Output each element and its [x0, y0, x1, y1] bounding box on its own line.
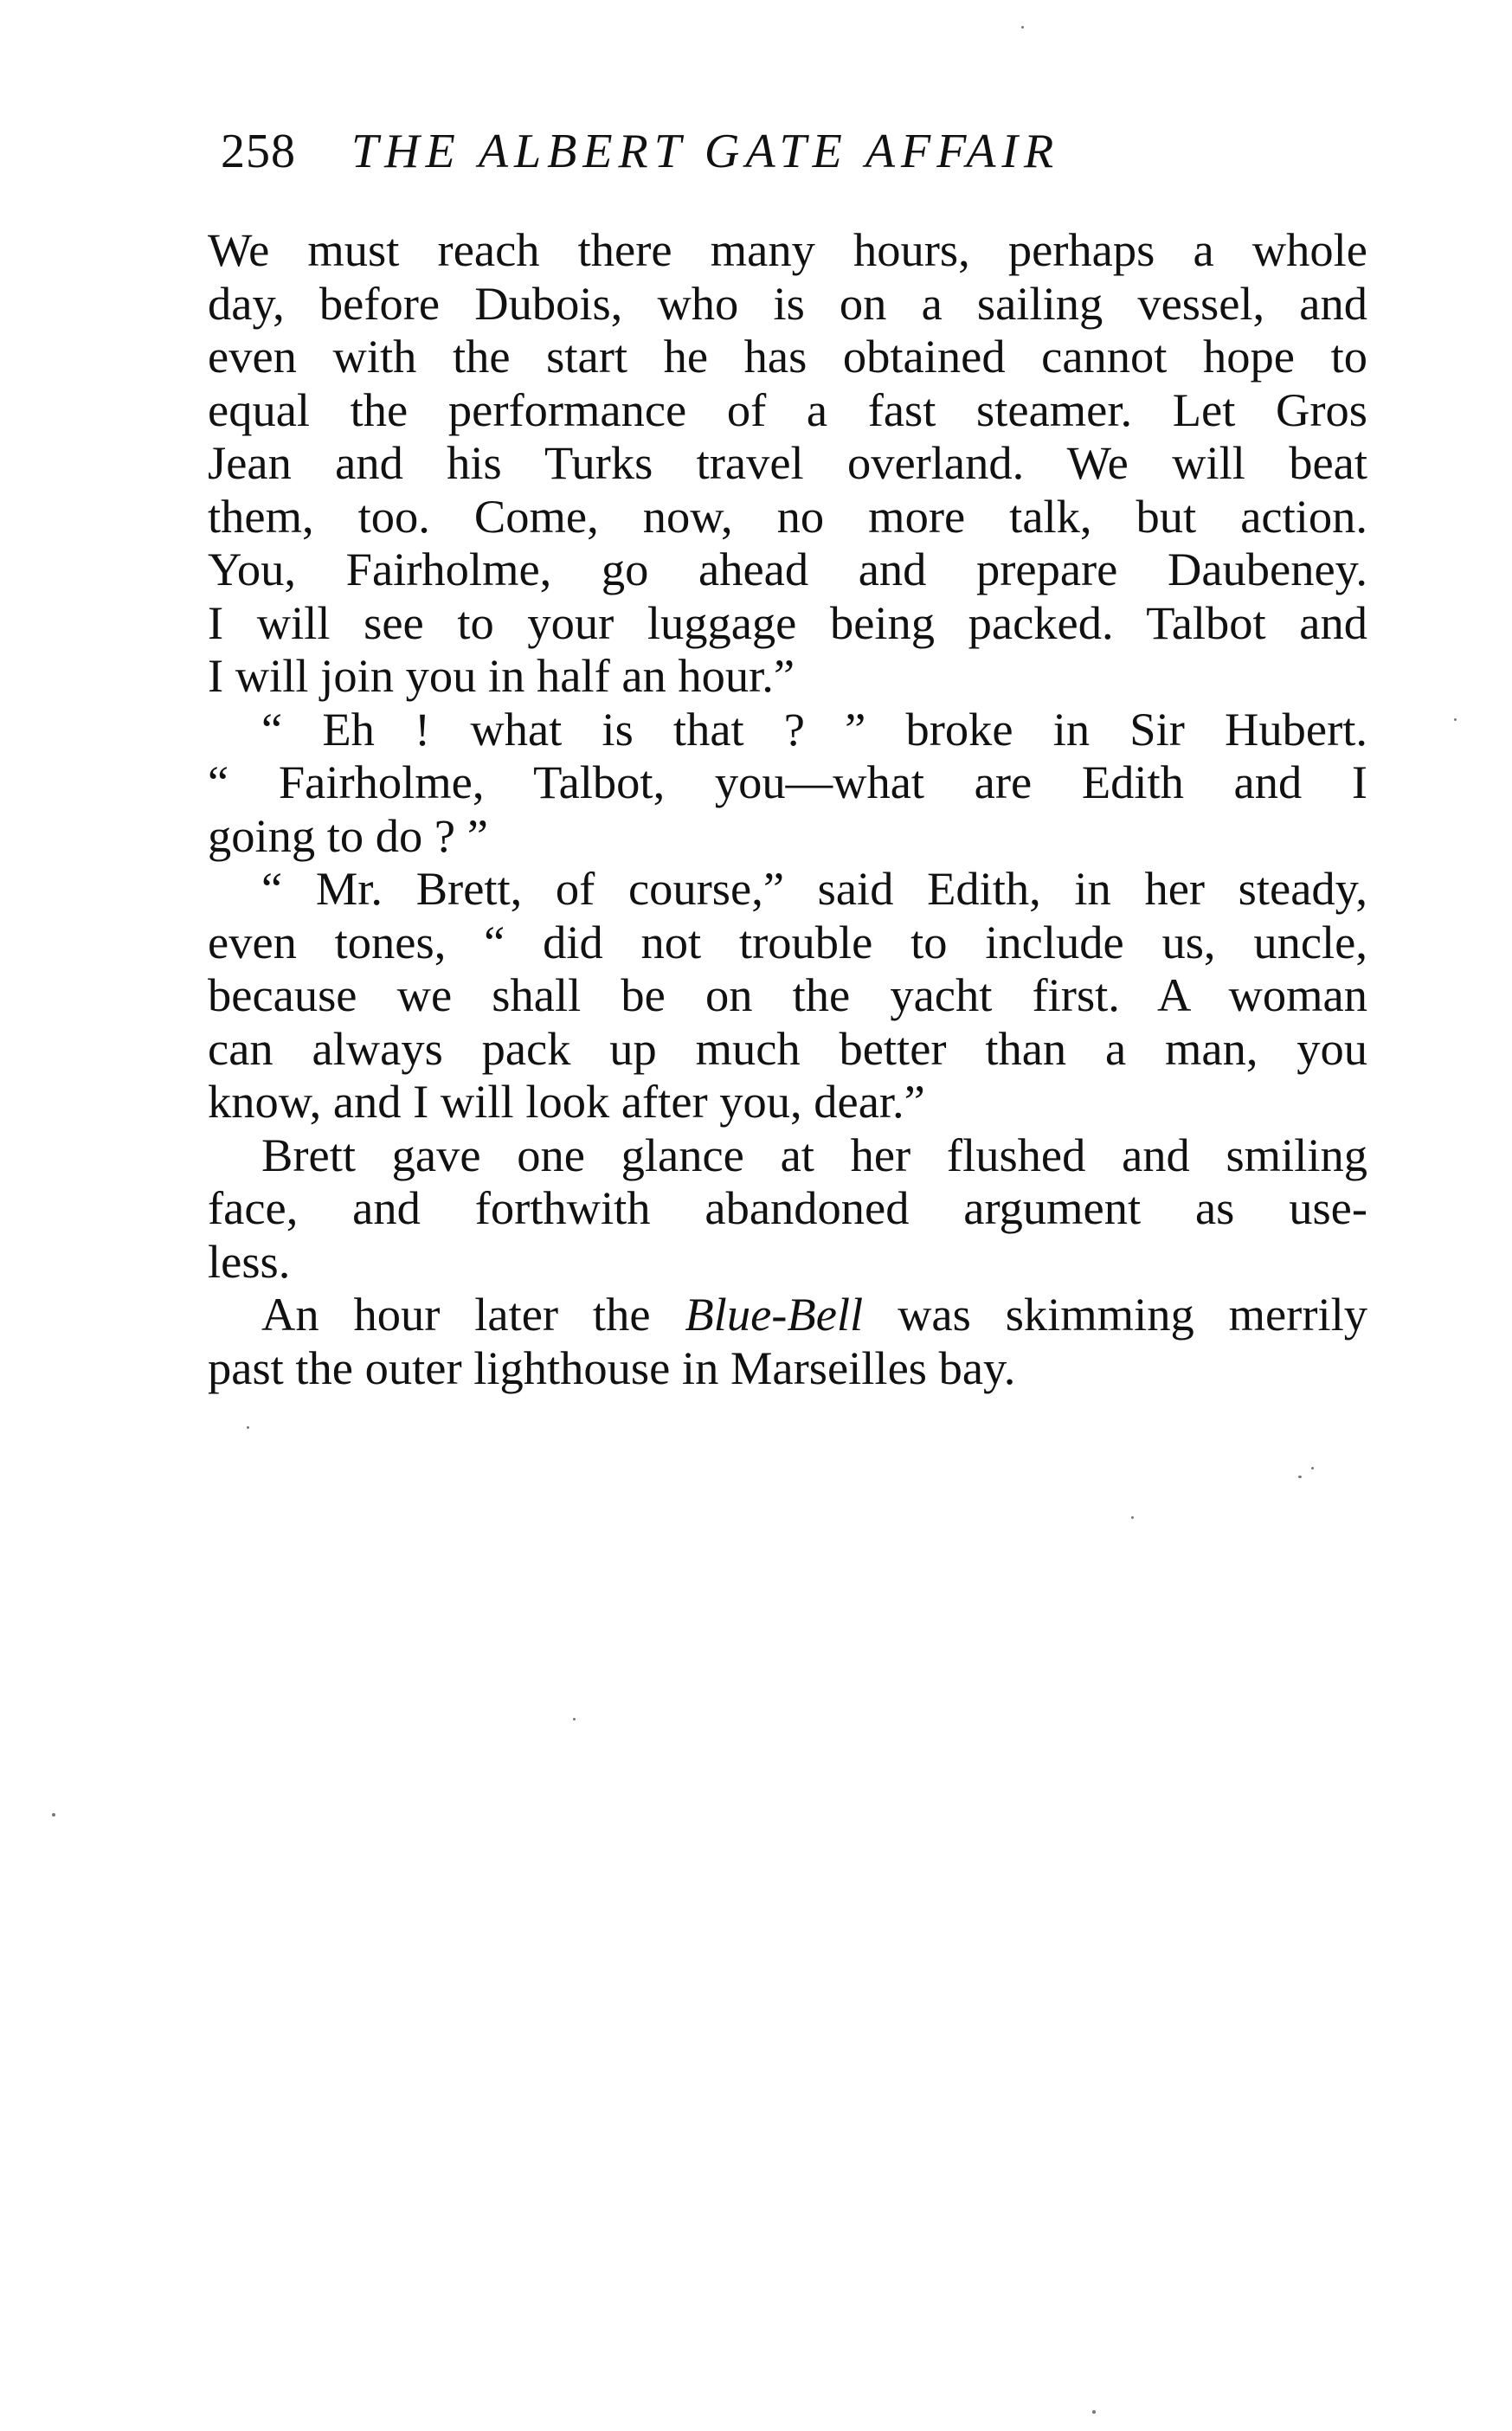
- text-line: equal the performance of a fast steamer. Let Gros: [208, 383, 1367, 436]
- text-line: I will join you in half an hour.”: [208, 649, 795, 702]
- text-line: even tones, “ did not trouble to include us, uncle,: [208, 915, 1367, 968]
- text-line: can always pack up much better than a man, you: [208, 1021, 1367, 1075]
- text-line: know, and I will look after you, dear.”: [208, 1075, 925, 1128]
- text-line: less.: [208, 1234, 291, 1288]
- text-line: going to do ? ”: [208, 808, 488, 862]
- paper-speck: [1092, 2410, 1096, 2414]
- text-line: them, too. Come, now, no more talk, but action.: [208, 489, 1367, 543]
- paper-speck: [1131, 1516, 1134, 1519]
- page-number: 258: [221, 125, 296, 178]
- text-line: I will see to your luggage being packed. Talbot and: [208, 595, 1367, 649]
- paper-speck: [1298, 1476, 1302, 1478]
- paper-speck: [247, 1426, 249, 1429]
- text-line-with-emphasis: [208, 1288, 1367, 1341]
- text-line: even with the start he has obtained cannot hope to: [208, 330, 1367, 383]
- text-line: You, Fairholme, go ahead and prepare Daubeney.: [208, 543, 1367, 595]
- text-line: because we shall be on the yacht first. A woman: [208, 968, 1367, 1021]
- text-segment: was skimming merrily: [898, 1288, 1368, 1341]
- text-segment: An hour later the: [261, 1288, 651, 1341]
- text-line: “ Mr. Brett, of course,” said Edith, in her steady,: [261, 862, 1367, 915]
- paper-speck: [1311, 1467, 1314, 1470]
- text-line: Brett gave one glance at her flushed and smiling: [261, 1128, 1367, 1181]
- text-line: We must reach there many hours, perhaps a whole: [208, 223, 1367, 276]
- body-text: [208, 223, 1367, 1394]
- text-line: Jean and his Turks travel overland. We will beat: [208, 436, 1367, 489]
- paper-speck: [573, 1718, 576, 1720]
- paper-speck: [1021, 26, 1024, 29]
- text-line: “ Fairholme, Talbot, you—what are Edith and I: [208, 756, 1367, 808]
- text-line: face, and forthwith abandoned argument as use-: [208, 1181, 1367, 1234]
- paper-speck: [1454, 718, 1457, 721]
- text-line: “ Eh ! what is that ? ” broke in Sir Hubert.: [261, 702, 1367, 756]
- running-title: THE ALBERT GATE AFFAIR: [351, 125, 1060, 178]
- yacht-name: Blue-Bell: [685, 1288, 864, 1341]
- text-line: past the outer lighthouse in Marseilles bay.: [208, 1341, 1016, 1394]
- text-line: day, before Dubois, who is on a sailing vessel, and: [208, 276, 1367, 330]
- paper-speck: [52, 1813, 55, 1817]
- running-head: [221, 121, 1363, 182]
